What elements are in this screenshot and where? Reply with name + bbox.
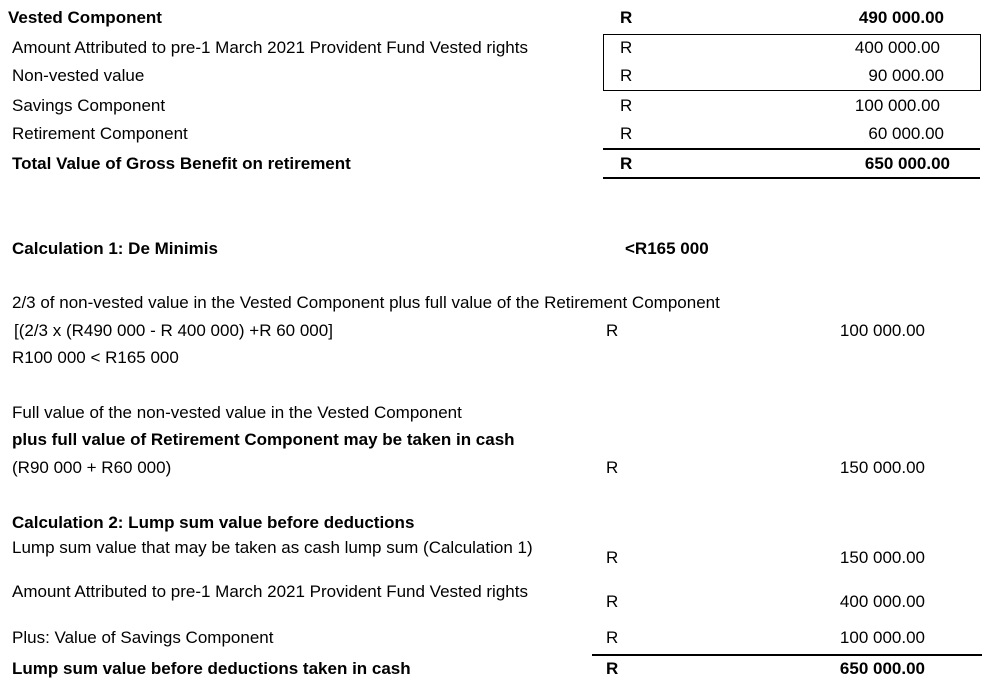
- calc1-full-value-line1: Full value of the non-vested value in the Vested Component: [12, 403, 462, 422]
- calc1-full-value-line2: plus full value of Retirement Component may be taken in cash: [12, 430, 515, 449]
- calc1-full-currency: R: [606, 458, 619, 477]
- calc2-vested-rights-label: Amount Attributed to pre-1 March 2021 Provident Fund Vested rights: [12, 582, 528, 601]
- non-vested-value-currency: R: [620, 66, 633, 85]
- total-top-rule: [603, 148, 980, 150]
- retirement-component-value: 60 000.00: [868, 124, 944, 143]
- non-vested-value-value: 90 000.00: [868, 66, 944, 85]
- calc2-savings-label: Plus: Value of Savings Component: [12, 628, 274, 647]
- vested-component-currency: R: [620, 8, 633, 27]
- calc1-full-formula: (R90 000 + R60 000): [12, 458, 172, 477]
- calc2-title: Calculation 2: Lump sum value before deductions: [12, 513, 415, 532]
- calc1-description: 2/3 of non-vested value in the Vested Component plus full value of the Retirement Component: [12, 293, 720, 312]
- calc2-total-currency: R: [606, 659, 619, 678]
- calc1-full-value: 150 000.00: [839, 458, 925, 477]
- gross-benefit-total-value: 650 000.00: [864, 154, 950, 173]
- savings-component-currency: R: [620, 96, 633, 115]
- calc1-formula-value: 100 000.00: [839, 321, 925, 340]
- calc2-total-label: Lump sum value before deductions taken in cash: [12, 659, 411, 678]
- calc2-savings-currency: R: [606, 628, 619, 647]
- calc1-formula-currency: R: [606, 321, 619, 340]
- pre-2021-vested-rights-label: Amount Attributed to pre-1 March 2021 Provident Fund Vested rights: [12, 38, 528, 57]
- calc2-cash-lump-sum-currency: R: [606, 548, 619, 567]
- vested-component-label: Vested Component: [8, 8, 162, 27]
- calc2-total-value: 650 000.00: [839, 659, 925, 678]
- calc2-savings-value: 100 000.00: [839, 628, 925, 647]
- non-vested-value-label: Non-vested value: [12, 66, 145, 85]
- retirement-component-currency: R: [620, 124, 633, 143]
- retirement-component-label: Retirement Component: [12, 124, 188, 143]
- total-bottom-rule: [603, 177, 980, 179]
- calc1-comparison: R100 000 < R165 000: [12, 348, 179, 367]
- gross-benefit-total-label: Total Value of Gross Benefit on retirement: [12, 154, 351, 173]
- vested-component-value: 490 000.00: [858, 8, 944, 27]
- calc2-vested-rights-value: 400 000.00: [839, 592, 925, 611]
- gross-benefit-total-currency: R: [620, 154, 633, 173]
- calc1-formula: [(2/3 x (R490 000 - R 400 000) +R 60 000]: [14, 321, 333, 340]
- calc2-total-rule: [592, 654, 982, 656]
- pre-2021-vested-rights-currency: R: [620, 38, 633, 57]
- calc1-title: Calculation 1: De Minimis: [12, 239, 218, 258]
- pre-2021-vested-rights-value: 400 000.00: [854, 38, 940, 57]
- calc2-cash-lump-sum-label: Lump sum value that may be taken as cash lump sum (Calculation 1): [12, 538, 533, 557]
- savings-component-label: Savings Component: [12, 96, 166, 115]
- calc1-threshold: <R165 000: [625, 239, 709, 258]
- calc2-vested-rights-currency: R: [606, 592, 619, 611]
- savings-component-value: 100 000.00: [854, 96, 940, 115]
- calc2-cash-lump-sum-value: 150 000.00: [839, 548, 925, 567]
